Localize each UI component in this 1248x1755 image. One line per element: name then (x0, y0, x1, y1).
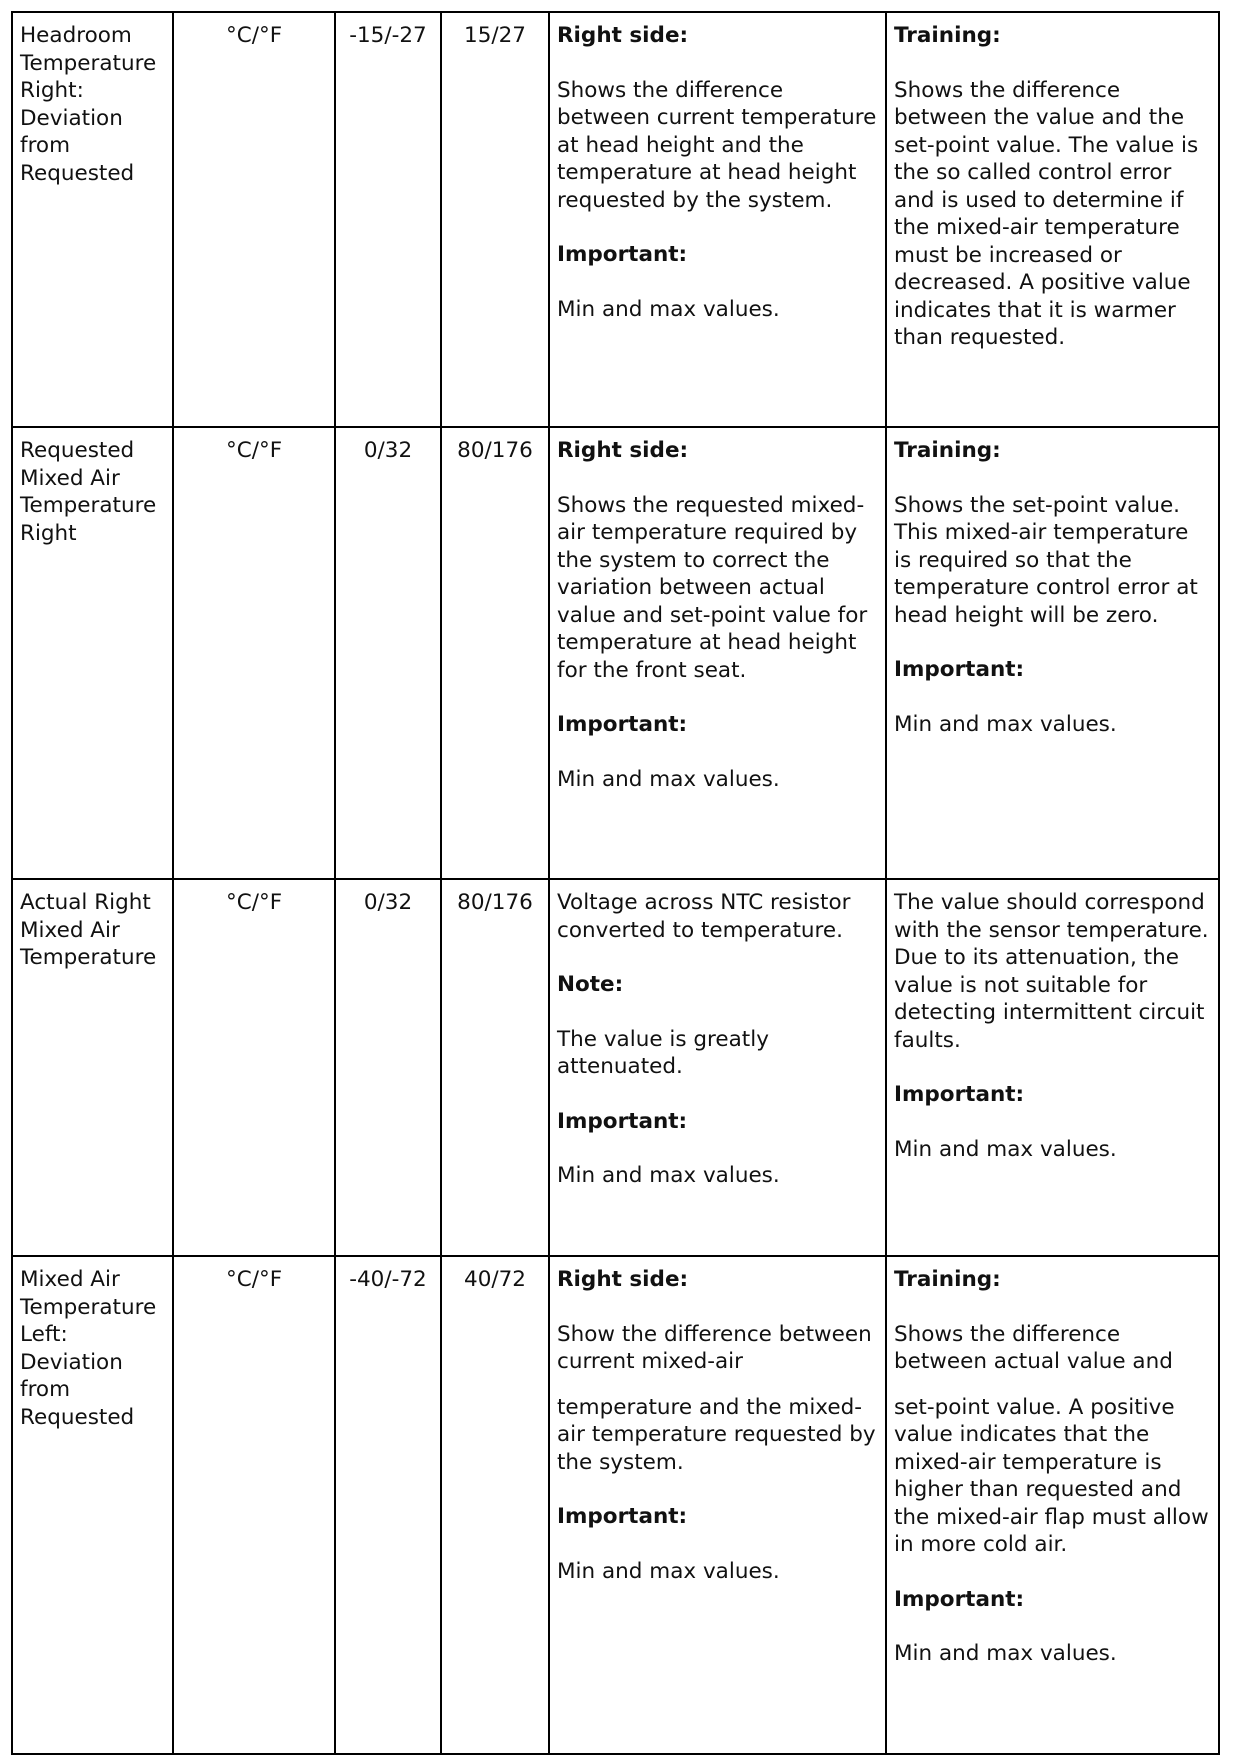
description-text: Show the difference between current mixed-air (557, 1321, 872, 1374)
parameter-unit: °C/°F (173, 1256, 335, 1754)
notes-text: Min and max values. (894, 1641, 1117, 1666)
parameter-name: Headroom Temperature Right: Deviation from Requested (12, 12, 173, 427)
parameter-notes (886, 1256, 1219, 1754)
table-row (12, 879, 1219, 1256)
notes-text: Shows the difference between actual value and (894, 1321, 1173, 1374)
description-text: Min and max values. (557, 296, 780, 322)
parameter-name: Requested Mixed Air Temperature Right (12, 427, 173, 879)
notes-text: Shows the set-point value. This mixed-air temperature is required so that the temperature control error at head height will be zero. (894, 492, 1198, 628)
description-text: temperature and the mixed-air temperature requested by the system. (557, 1394, 876, 1475)
notes-text: set-point value. A positive value indicates that the mixed-air temperature is higher than requested and the mixed-air flap must allow in more cold air. (894, 1394, 1209, 1557)
parameter-min: 0/32 (335, 427, 441, 879)
description-text: Shows the difference between current temperature at head height and the temperature at head height requested by the system. (557, 77, 877, 213)
description-text: The value is greatly attenuated. (557, 1026, 769, 1079)
description-heading: Important: (557, 1504, 688, 1529)
parameter-notes (886, 427, 1219, 879)
description-text: Voltage across NTC resistor converted to temperature. (557, 890, 851, 943)
parameter-min: 0/32 (335, 879, 441, 1256)
description-heading: Right side: (557, 1267, 689, 1292)
table-row (12, 427, 1219, 879)
parameter-table (11, 11, 1220, 1755)
description-text: Shows the requested mixed-air temperature required by the system to correct the variation between actual value and set-point value for temperature at head height for the front seat. (557, 492, 868, 683)
notes-heading: Important: (894, 1082, 1025, 1107)
description-text: Min and max values. (557, 1163, 780, 1188)
description-heading: Important: (557, 242, 688, 267)
notes-heading: Training: (894, 23, 1001, 48)
notes-text: Min and max values. (894, 1136, 1117, 1162)
description-heading: Right side: (557, 438, 689, 463)
parameter-min: -15/-27 (335, 12, 441, 427)
parameter-table-body (12, 12, 1219, 1754)
parameter-name: Mixed Air Temperature Left: Deviation from Requested (12, 1256, 173, 1754)
parameter-max: 80/176 (441, 879, 549, 1256)
parameter-unit: °C/°F (173, 12, 335, 427)
description-text: Min and max values. (557, 766, 780, 792)
notes-heading: Training: (894, 1267, 1001, 1292)
description-heading: Important: (557, 1108, 688, 1134)
description-heading: Right side: (557, 23, 689, 48)
parameter-unit: °C/°F (173, 427, 335, 879)
notes-text: Min and max values. (894, 711, 1117, 737)
parameter-description (549, 427, 886, 879)
parameter-notes (886, 12, 1219, 427)
table-row (12, 1256, 1219, 1754)
parameter-min: -40/-72 (335, 1256, 441, 1754)
parameter-description (549, 879, 886, 1256)
notes-text: The value should correspond with the sensor temperature. Due to its attenuation, the value is not suitable for detecting intermittent circuit faults. (894, 890, 1209, 1053)
parameter-name: Actual Right Mixed Air Temperature (12, 879, 173, 1256)
description-heading: Important: (557, 712, 688, 737)
parameter-max: 15/27 (441, 12, 549, 427)
notes-heading: Important: (894, 657, 1025, 682)
description-text: Min and max values. (557, 1558, 780, 1584)
parameter-description (549, 12, 886, 427)
notes-heading: Training: (894, 438, 1001, 463)
notes-text: Shows the difference between the value and the set-point value. The value is the so called control error and is used to determine if the mixed-air temperature must be increased or decreased. A positive value indicates that it is warmer than requested. (894, 77, 1199, 350)
parameter-max: 40/72 (441, 1256, 549, 1754)
parameter-max: 80/176 (441, 427, 549, 879)
notes-heading: Important: (894, 1586, 1025, 1612)
description-heading: Note: (557, 972, 624, 997)
parameter-notes (886, 879, 1219, 1256)
parameter-unit: °C/°F (173, 879, 335, 1256)
table-row (12, 12, 1219, 427)
parameter-description (549, 1256, 886, 1754)
